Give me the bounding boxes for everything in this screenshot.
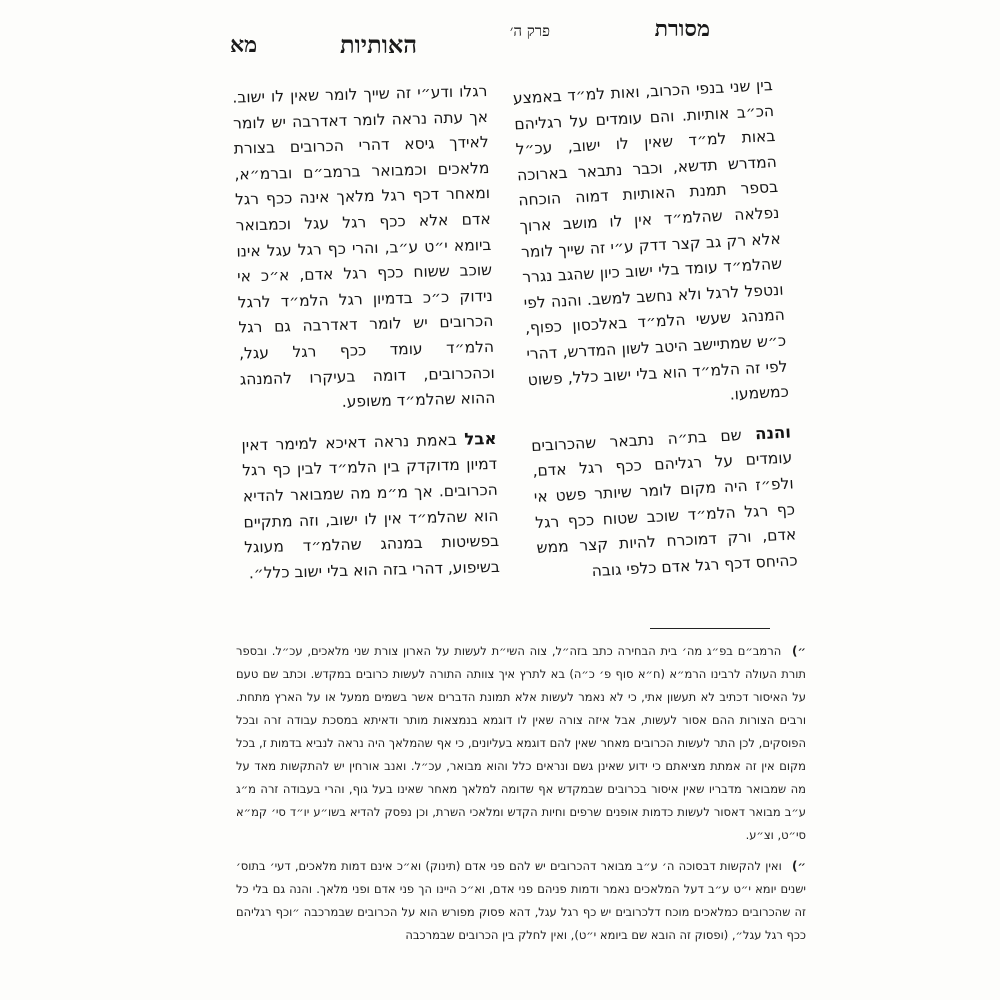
footnote <box>236 855 806 947</box>
paragraph-lead: אבל <box>464 428 497 449</box>
paragraph-text: רגלו ודע״י זה שייך לומר שאין לו ישוב. אך עתה נראה לומר דאדרבה יש לומר לאידך גיסא דהרי הכרובים בצורת מלאכים וכמבואר ברמב״ם וברמ״א, ומאחר דכף רגל מלאך אינה ככף רגל אדם אלא ככף רגל עגל וכמבואר ביומא י״ט ע״ב, והרי כף רגל עגל אינו שוכב ששוח ככף רגל אדם, א״כ אי נידוק כ״כ בדמיון רגל הלמ״ד לרגל הכרובים יש לומר דאדרבה גם רגל הלמ״ד עומד ככף רגל עגל, וכהכרובים, דומה בעיקרו להמנהג ההוא שהלמ״ד משופע. <box>232 81 496 412</box>
paragraph <box>531 419 799 587</box>
footnote-marker: ״) <box>792 859 807 873</box>
footnote-text: ואין להקשות דבסוכה ה׳ ע״ב מבואר דהכרובים יש להם פני אדם (תינוק) וא״כ אינם דמות מלאכים, דעי׳ בתוס׳ ישנים יומא י״ט ע״ב דעל המלאכים נאמר ודמות פניהם פני אדם, וא״כ היינו הך פני אדם ופני מלאך. והנה גם בלי כל זה שהכרובים כמלאכים מוכח דלכרובים יש כף רגל עגל, דהא פסוק מפורש הוא על הכרובים שבמרכבה ״וכף רגליהם ככף רגל עגל״, (ופסוק זה הובא שם ביומא י״ט), ואין לחלק בין הכרובים שבמרכבה <box>236 859 806 942</box>
footnote-divider <box>650 628 770 629</box>
paragraph-text: באמת נראה דאיכא למימר דאין דמיון מדוקדק בין הלמ״ד לבין כף רגל הכרובים. אך מ״מ מה שמבואר להדיא הוא שהלמ״ד אין לו ישוב, וזה מתקיים בפשיטות במנהג שהלמ״ד מעוגל בשיפוע, דהרי בזה הוא בלי ישוב כלל״. <box>241 430 501 583</box>
footnotes <box>236 640 806 955</box>
text-column-right <box>512 72 799 601</box>
paragraph-text: שם בת״ה נתבאר שהכרובים עומדים על רגליהם ככף רגל אדם, ולפ״ז היה מקום לומר שיותר פשט אי כף רגל הלמ״ד שוכב שטוח ככף רגל אדם, ורק דמוכרח להיות קצר ממש כהיחס דכף רגל אדם כלפי גובה <box>530 425 799 580</box>
paragraph <box>241 426 500 587</box>
section-title: האותיות <box>340 30 418 59</box>
footnote-text: הרמב״ם בפ״ג מה׳ בית הבחירה כתב בזה״ל, צוה השי״ת לעשות על הארון צורת שני מלאכים, עכ״ל. ובספר תורת העולה לרבינו הרמ״א (ח״א סוף פ׳ כ״ה) בא לתרץ איך צוותה התורה לעשות כרובים במקדש. וכתב שם טעם על האיסור דכתיב לא תעשון אתי, כי לא נאמר לעשות אלא תמונת הדברים אשר בשמים ממעל או על הארץ מתחת. ורבים הצורות ההם אסור לעשות, אבל איזה צורה שאין לו דוגמא בנמצאות מותר ודאיתא במסכת עבודה זרה ובכל הפוסקים, לכן התר לעשות הכרובים מאחר שאין להם דוגמא בעליונים, כי אף שהמלאך היה נראה לנביא בדמות ז, בכל מקום אין זה אמתת מציאתם כי ידוע שאינן גשם ונראים כלל והוא מבואר, עכ״ל. ואנב אורחין יש להתקשות מאד על מה שמבואר מדבריו שאין איסור בכרובים שבמקדש אף שדומה למלאך מאחר שאינו בעל גוף, והרי בעבודה זרה מ״ג ע״ב מבואר דאסור לעשות כדמות אופנים שרפים וחיות הקדש ומלאכי השרת, וכן נפסק להדיא בשו״ע יו״ד סי׳ קמ״א סי״ט, וצ״ע. <box>236 644 806 842</box>
footnote-marker: ״) <box>792 644 807 658</box>
paragraph <box>512 72 789 419</box>
page-number: מא <box>230 32 258 58</box>
chapter-label: פרק ה׳ <box>509 22 550 40</box>
footnote <box>236 640 806 847</box>
page-header <box>230 16 710 59</box>
paragraph-text: בין שני בנפי הכרוב, ואות למ״ד באמצע הכ״ב אותיות. והם עומדים על רגליהם באות למ״ד שאין לו ישוב, עכ״ל המדרש תדשא, וכבר נתבאר בארוכה בספר תמנת האותיות דמוה הוכחה נפלאה שהלמ״ד אין לו מושב ארוך אלא רק גב קצר דדק ע״י זה שייך לומר שהלמ״ד עומד בלי ישוב כיון שהגב נגרר ונטפל לרגל ולא נחשב למשב. והנה לפי המנהג שעשי הלמ״ד באלכסון כפוף, כ״ש שמתיישב היטב לשון המדרש, דהרי לפי זה הלמ״ד הוא בלי ישוב כלל, פשוט כמשמעו. <box>512 75 790 404</box>
tractate-title: מסורת <box>654 16 710 42</box>
paragraph <box>232 78 496 418</box>
text-column-left <box>232 78 500 601</box>
paragraph-lead: והנה <box>754 422 792 444</box>
